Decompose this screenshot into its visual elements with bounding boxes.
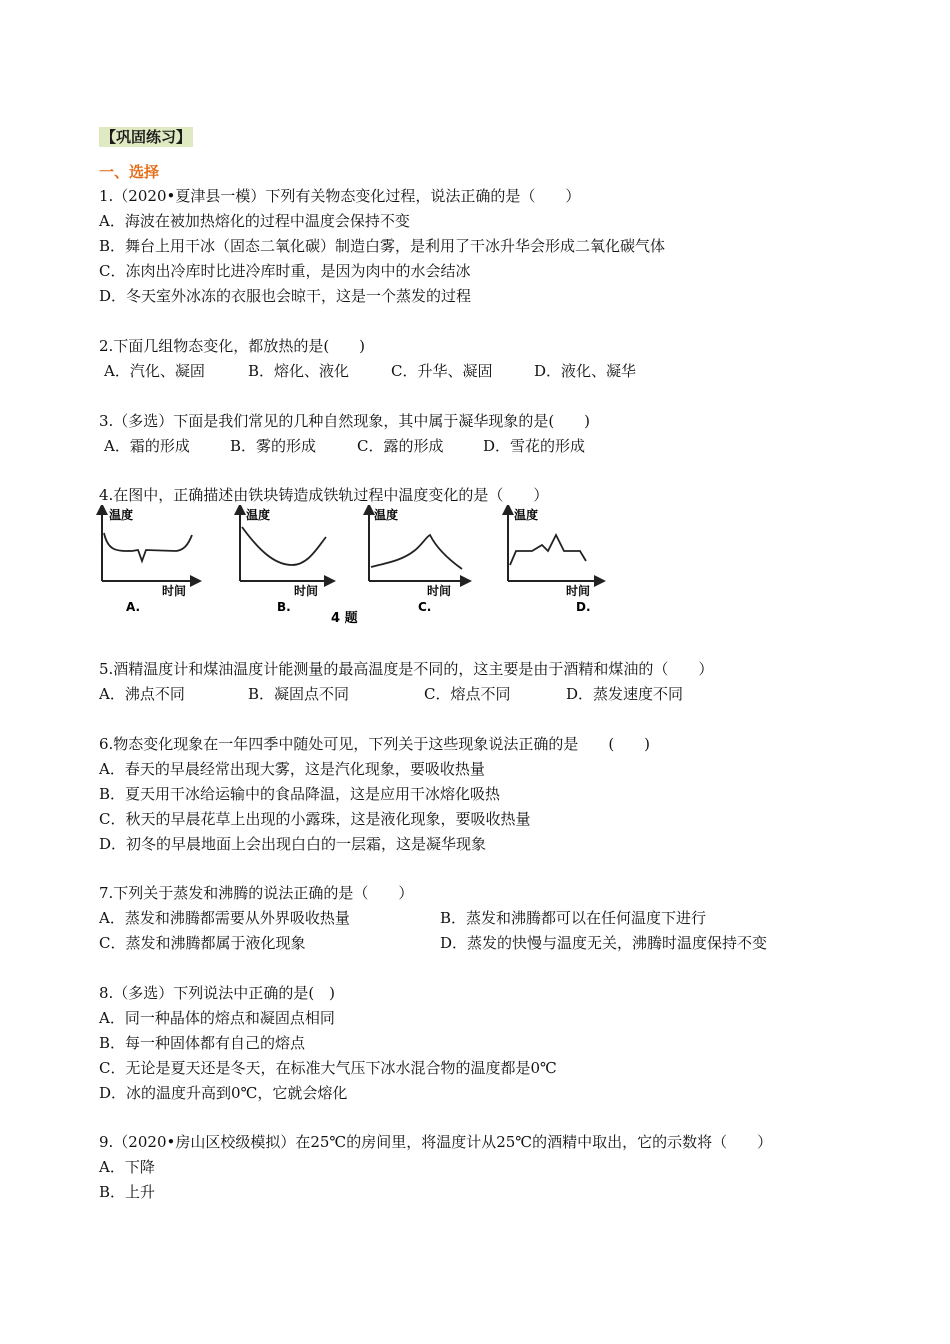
- graph-b-label: B.: [277, 600, 291, 614]
- question-8-option-c[interactable]: C．无论是夏天还是冬天，在标准大气压下冰水混合物的温度都是0℃: [99, 1059, 557, 1077]
- graph-b-x-label: 时间: [294, 584, 319, 598]
- question-7-stem: 7.下列关于蒸发和沸腾的说法正确的是（ ）: [99, 884, 414, 902]
- question-6-option-d[interactable]: D．初冬的早晨地面上会出现白白的一层霜，这是凝华现象: [99, 835, 487, 853]
- question-2-option-d[interactable]: D．液化、凝华: [534, 362, 637, 380]
- question-8-option-a[interactable]: A．同一种晶体的熔点和凝固点相同: [99, 1009, 335, 1027]
- question-5-option-d[interactable]: D．蒸发速度不同: [566, 685, 684, 703]
- question-5-option-c[interactable]: C．熔点不同: [424, 685, 511, 703]
- question-1-option-d[interactable]: D．冬天室外冰冻的衣服也会晾干，这是一个蒸发的过程: [99, 287, 472, 305]
- question-6-option-b[interactable]: B．夏天用干冰给运输中的食品降温，这是应用干冰熔化吸热: [99, 785, 501, 803]
- graph-panel-a[interactable]: [102, 507, 196, 614]
- graph-b-curve: [242, 527, 326, 565]
- question-6-option-c[interactable]: C．秋天的早晨花草上出现的小露珠，这是液化现象，要吸收热量: [99, 810, 531, 828]
- graph-c-y-label: 温度: [374, 508, 399, 522]
- question-2-option-a[interactable]: A．汽化、凝固: [104, 362, 205, 380]
- graph-d-y-label: 温度: [514, 508, 539, 522]
- graph-b-y-label: 温度: [246, 508, 271, 522]
- question-1-stem: 1.（2020•夏津县一模）下列有关物态变化过程，说法正确的是（ ）: [99, 187, 581, 205]
- question-6-option-a[interactable]: A．春天的早晨经常出现大雾，这是汽化现象，要吸收热量: [99, 760, 485, 778]
- question-2-option-b[interactable]: B．熔化、液化: [248, 362, 350, 380]
- question-8-stem: 8.（多选）下列说法中正确的是( ): [99, 984, 336, 1002]
- question-4-stem: 4.在图中，正确描述由铁块铸造成铁轨过程中温度变化的是（ ）: [99, 486, 549, 504]
- graph-d-curve: [510, 535, 586, 565]
- question-1-option-c[interactable]: C．冻肉出冷库时比进冷库时重，是因为肉中的水会结冰: [99, 262, 471, 280]
- section-title: 一、选择: [99, 163, 160, 181]
- question-2-stem: 2.下面几组物态变化，都放热的是( ): [99, 337, 366, 355]
- graph-panel-b[interactable]: [240, 507, 330, 614]
- question-9-stem: 9.（2020•房山区校级模拟）在25℃的房间里，将温度计从25℃的酒精中取出，它的示数将（ ）: [99, 1133, 773, 1151]
- question-5-option-b[interactable]: B．凝固点不同: [248, 685, 350, 703]
- temperature-graphs-figure: [96, 505, 606, 631]
- graph-a-curve: [104, 533, 192, 561]
- question-8-option-b[interactable]: B．每一种固体都有自己的熔点: [99, 1034, 306, 1052]
- question-3-option-d[interactable]: D．雪花的形成: [483, 437, 586, 455]
- question-8-option-d[interactable]: D．冰的温度升高到0℃，它就会熔化: [99, 1084, 348, 1102]
- graph-c-curve: [371, 535, 462, 569]
- question-3-option-b[interactable]: B．雾的形成: [230, 437, 317, 455]
- graph-panel-c[interactable]: [369, 507, 466, 614]
- question-1-option-b[interactable]: B．舞台上用干冰（固态二氧化碳）制造白雾，是利用了干冰升华会形成二氧化碳气体: [99, 237, 666, 255]
- graph-panel-d[interactable]: [508, 507, 600, 614]
- question-3-stem: 3.（多选）下面是我们常见的几种自然现象，其中属于凝华现象的是( ): [99, 412, 591, 430]
- question-7-option-c[interactable]: C．蒸发和沸腾都属于液化现象: [99, 934, 306, 952]
- question-3-option-a[interactable]: A．霜的形成: [104, 437, 190, 455]
- question-3-option-c[interactable]: C．露的形成: [357, 437, 444, 455]
- exercise-heading: 【巩固练习】: [101, 128, 192, 146]
- question-7-option-a[interactable]: A．蒸发和沸腾都需要从外界吸收热量: [99, 909, 350, 927]
- temperature-graphs-svg: [96, 505, 606, 631]
- question-5-stem: 5.酒精温度计和煤油温度计能测量的最高温度是不同的，这主要是由于酒精和煤油的（ ）: [99, 660, 714, 678]
- question-1-option-a[interactable]: A．海波在被加热熔化的过程中温度会保持不变: [99, 212, 410, 230]
- question-2-option-c[interactable]: C．升华、凝固: [391, 362, 493, 380]
- graph-a-label: A.: [126, 600, 141, 614]
- graph-d-label: D.: [576, 600, 591, 614]
- graph-d-x-label: 时间: [566, 584, 591, 598]
- question-9-option-a[interactable]: A．下降: [99, 1158, 155, 1176]
- graph-c-x-label: 时间: [427, 584, 452, 598]
- graph-c-label: C.: [418, 600, 432, 614]
- question-7-option-d[interactable]: D．蒸发的快慢与温度无关，沸腾时温度保持不变: [440, 934, 768, 952]
- question-7-option-b[interactable]: B．蒸发和沸腾都可以在任何温度下进行: [440, 909, 707, 927]
- graph-a-x-label: 时间: [162, 584, 187, 598]
- question-9-option-b[interactable]: B．上升: [99, 1183, 156, 1201]
- question-5-option-a[interactable]: A．沸点不同: [99, 685, 185, 703]
- figure-caption: 4 题: [331, 611, 358, 626]
- graph-a-y-label: 温度: [109, 508, 134, 522]
- question-6-stem: 6.物态变化现象在一年四季中随处可见，下列关于这些现象说法正确的是 ( ): [99, 735, 651, 753]
